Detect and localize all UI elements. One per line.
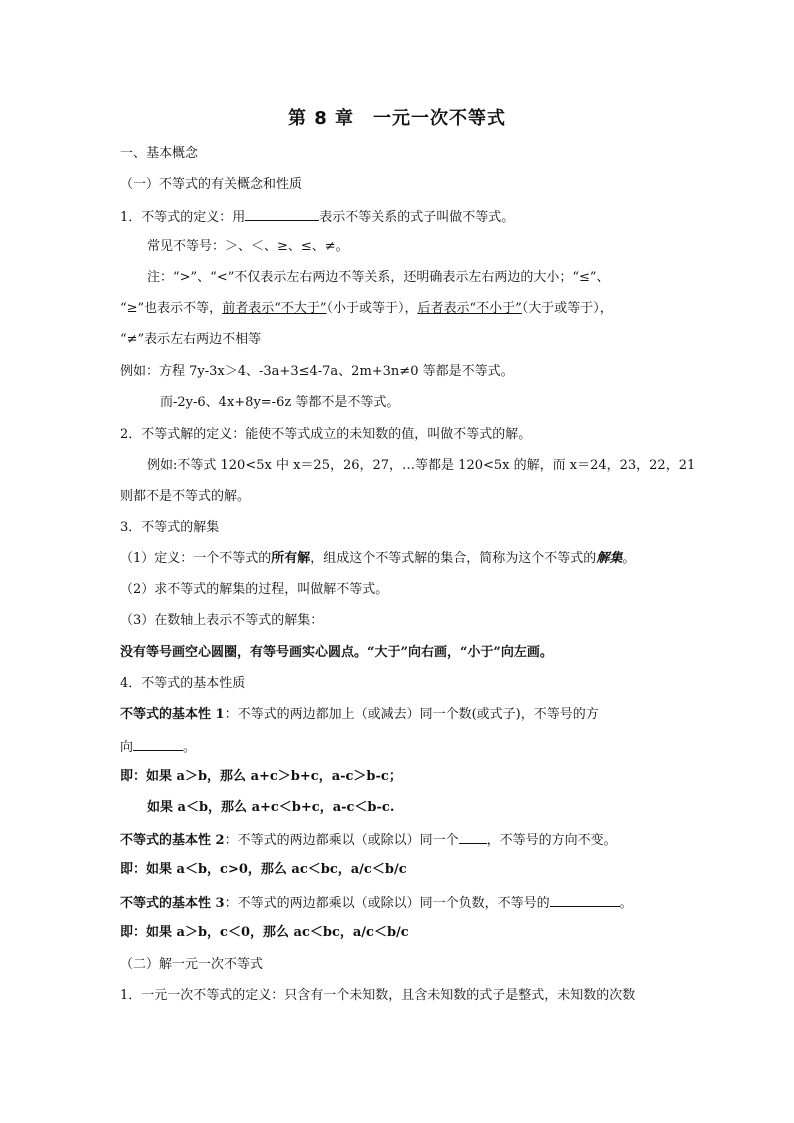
text: ：不等式的两边都乘以（或除以）同一个 bbox=[224, 833, 459, 848]
property-1-example-2: 如果 a＜b，那么 a+c＜b+c，a-c＜b-c. bbox=[147, 800, 395, 815]
bold-label: 不等式的基本性 1 bbox=[120, 707, 225, 722]
solving-definition: （2）求不等式的解集的过程，叫做解不等式。 bbox=[120, 582, 389, 597]
subsection-heading: （一）不等式的有关概念和性质 bbox=[120, 177, 303, 192]
example-1b: 而-2y-6、4x+8y=-6z 等都不是不等式。 bbox=[160, 395, 400, 410]
text: ：不等式的两边都乘以（或除以）同一个负数，不等号的 bbox=[224, 896, 550, 911]
note-line-3: “≠”表示左右两边不相等 bbox=[120, 332, 262, 347]
definition-inequality bbox=[120, 207, 514, 227]
example-1: 例如：方程 7y-3x＞4、-3a+3≤4-7a、2m+3n≠0 等都是不等式。 bbox=[120, 364, 514, 379]
fill-blank bbox=[245, 207, 319, 221]
number-line-heading: （3）在数轴上表示不等式的解集： bbox=[120, 613, 324, 628]
property-1 bbox=[120, 706, 599, 724]
example-2-line-1: 例如:不等式 120<5x 中 x＝25，26，27，…等都是 120<5x 的解，而 x＝24，23，22，21 bbox=[147, 458, 696, 473]
underlined-text: 后者表示“不小于” bbox=[417, 301, 522, 316]
property-1-example-1: 即：如果 a＞b，那么 a+c＞b+c，a-c＞b-c； bbox=[120, 769, 402, 784]
bold-italic-text: 解集 bbox=[596, 551, 623, 566]
text: ，组成这个不等式解的集合，简称为这个不等式的 bbox=[310, 551, 597, 566]
text: 1．不等式的定义：用 bbox=[120, 210, 246, 225]
number-line-rule: 没有等号画空心圆圈，有等号画实心圆点。“大于”向右画，“小于”向左画。 bbox=[120, 645, 553, 660]
text: ，不等号的方向不变。 bbox=[486, 833, 617, 848]
property-1-line-2 bbox=[120, 737, 196, 757]
subsection-heading-2: （二）解一元一次不等式 bbox=[120, 957, 264, 972]
underlined-text: 前者表示“不大于” bbox=[222, 301, 327, 316]
text: 表示不等关系的式子叫做不等式。 bbox=[319, 210, 515, 225]
property-3-example: 即：如果 a＞b，c＜0，那么 ac＜bc，a/c＜b/c bbox=[120, 925, 409, 940]
text: （1）定义：一个不等式的 bbox=[120, 551, 272, 566]
solution-set-definition bbox=[120, 550, 635, 568]
property-2 bbox=[120, 830, 617, 850]
note-line-2 bbox=[120, 300, 613, 318]
text: ：不等式的两边都加上（或减去）同一个数(或式子)，不等号的方 bbox=[224, 707, 599, 722]
bold-text: 所有解 bbox=[271, 551, 311, 566]
definition-solution: 2．不等式解的定义：能使不等式成立的未知数的值，叫做不等式的解。 bbox=[120, 427, 532, 442]
section-heading: 一、基本概念 bbox=[120, 146, 199, 161]
text: “≥”也表示不等， bbox=[120, 301, 223, 316]
text: 向 bbox=[120, 740, 134, 755]
text: 。 bbox=[622, 551, 636, 566]
bold-label: 不等式的基本性 2 bbox=[120, 833, 225, 848]
text: 。 bbox=[619, 896, 633, 911]
page-title: 第 8 章 一元一次不等式 bbox=[287, 108, 507, 129]
bold-label: 不等式的基本性 3 bbox=[120, 896, 225, 911]
property-2-example: 即：如果 a＜b，c>0，那么 ac＜bc，a/c＜b/c bbox=[120, 862, 407, 877]
note-line-1: 注：“>”、“<”不仅表示左右两边不等关系，还明确表示左右两边的大小；“≤”、 bbox=[147, 270, 610, 285]
example-2-line-2: 则都不是不等式的解。 bbox=[120, 489, 251, 504]
fill-blank bbox=[550, 893, 620, 907]
linear-inequality-definition: 1．一元一次不等式的定义：只含有一个未知数，且含未知数的式子是整式，未知数的次数 bbox=[120, 988, 636, 1003]
text: （小于或等于）， bbox=[326, 301, 418, 316]
properties-heading: 4．不等式的基本性质 bbox=[120, 676, 246, 691]
text: 。 bbox=[183, 740, 197, 755]
text: （大于或等于）， bbox=[521, 301, 613, 316]
common-signs: 常见不等号：＞、＜、≥、≤、≠。 bbox=[147, 239, 349, 254]
fill-blank bbox=[133, 737, 183, 751]
fill-blank bbox=[459, 830, 487, 844]
property-3 bbox=[120, 893, 633, 913]
solution-set-heading: 3．不等式的解集 bbox=[120, 520, 220, 535]
